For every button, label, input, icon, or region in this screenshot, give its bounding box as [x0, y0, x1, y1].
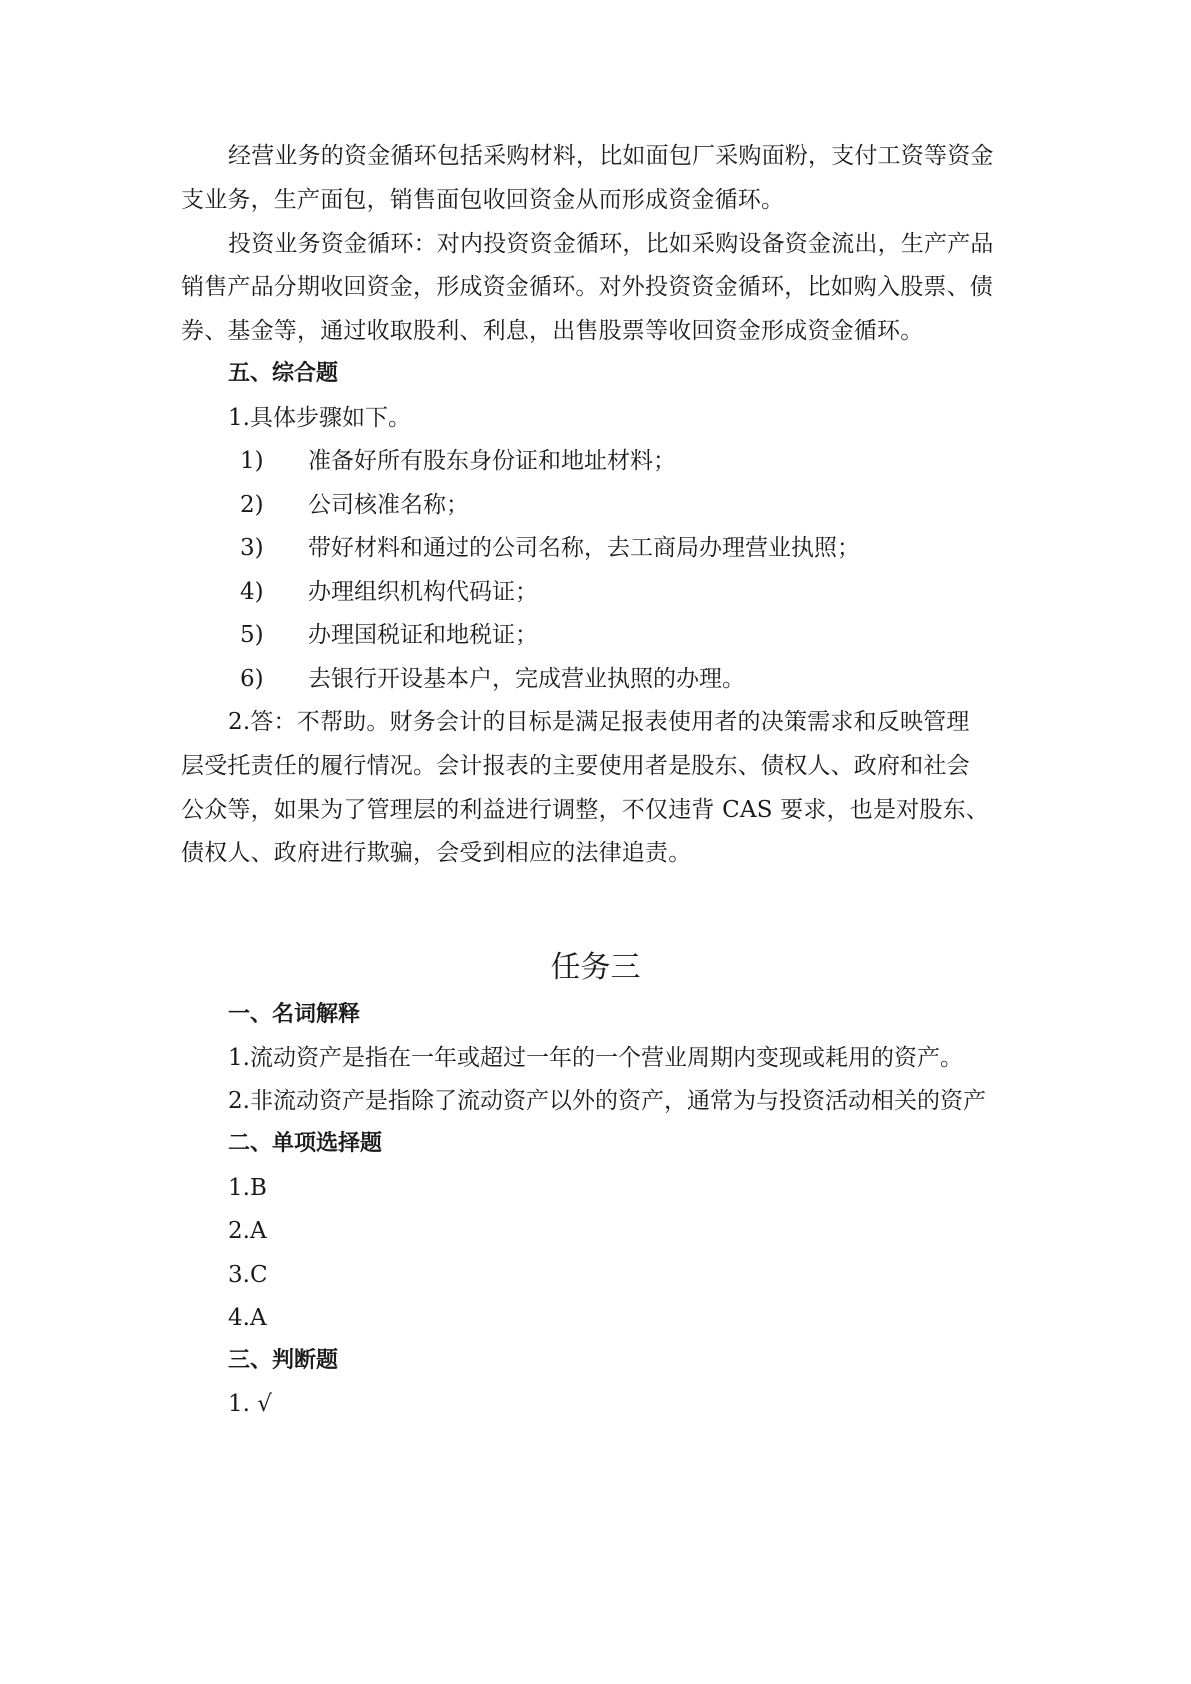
section-heading: 二、单项选择题 — [228, 1131, 383, 1156]
step-text: 办理国税证和地税证； — [308, 622, 538, 648]
paragraph-line: 券、基金等，通过收取股利、利息，出售股票等收回资金形成资金循环。 — [181, 318, 924, 344]
paragraph-line: 公众等，如果为了管理层的利益进行调整，不仅违背 CAS 要求，也是对股东、 — [181, 797, 989, 823]
step-number: 5) — [240, 622, 264, 648]
step-number: 6) — [240, 666, 264, 692]
answer-item: 2.A — [228, 1218, 267, 1244]
step-number: 4) — [240, 579, 264, 605]
answer-item: 1. √ — [228, 1391, 272, 1417]
step-number: 3) — [240, 535, 264, 561]
question-intro: 1.具体步骤如下。 — [228, 405, 411, 431]
answer-item: 3.C — [228, 1262, 268, 1288]
paragraph-line: 债权人、政府进行欺骗，会受到相应的法律追责。 — [181, 840, 692, 866]
step-number: 2) — [240, 492, 264, 518]
step-number: 1) — [240, 448, 264, 474]
section-heading: 一、名词解释 — [228, 1002, 361, 1027]
definition-item: 1.流动资产是指在一年或超过一年的一个营业周期内变现或耗用的资产。 — [228, 1045, 963, 1071]
paragraph-line: 投资业务资金循环：对内投资资金循环，比如采购设备资金流出，生产产品 — [228, 231, 994, 257]
definition-item: 2.非流动资产是指除了流动资产以外的资产，通常为与投资活动相关的资产 — [228, 1088, 986, 1114]
section-heading: 三、判断题 — [228, 1348, 339, 1373]
task-title: 任务三 — [550, 950, 641, 985]
step-text: 准备好所有股东身份证和地址材料； — [308, 448, 676, 474]
paragraph-line: 经营业务的资金循环包括采购材料，比如面包厂采购面粉，支付工资等资金 — [228, 143, 994, 169]
answer-item: 1.B — [228, 1175, 267, 1201]
step-text: 去银行开设基本户，完成营业执照的办理。 — [308, 666, 745, 692]
paragraph-line: 支业务，生产面包，销售面包收回资金从而形成资金循环。 — [181, 187, 785, 213]
paragraph-line: 2.答：不帮助。财务会计的目标是满足报表使用者的决策需求和反映管理 — [228, 709, 970, 735]
paragraph-line: 销售产品分期收回资金，形成资金循环。对外投资资金循环，比如购入股票、债 — [181, 274, 993, 300]
step-text: 公司核准名称； — [308, 492, 469, 518]
answer-item: 4.A — [228, 1305, 267, 1331]
step-text: 带好材料和通过的公司名称，去工商局办理营业执照； — [308, 535, 860, 561]
section-heading: 五、综合题 — [228, 361, 339, 386]
step-text: 办理组织机构代码证； — [308, 579, 538, 605]
paragraph-line: 层受托责任的履行情况。会计报表的主要使用者是股东、债权人、政府和社会 — [181, 753, 970, 779]
